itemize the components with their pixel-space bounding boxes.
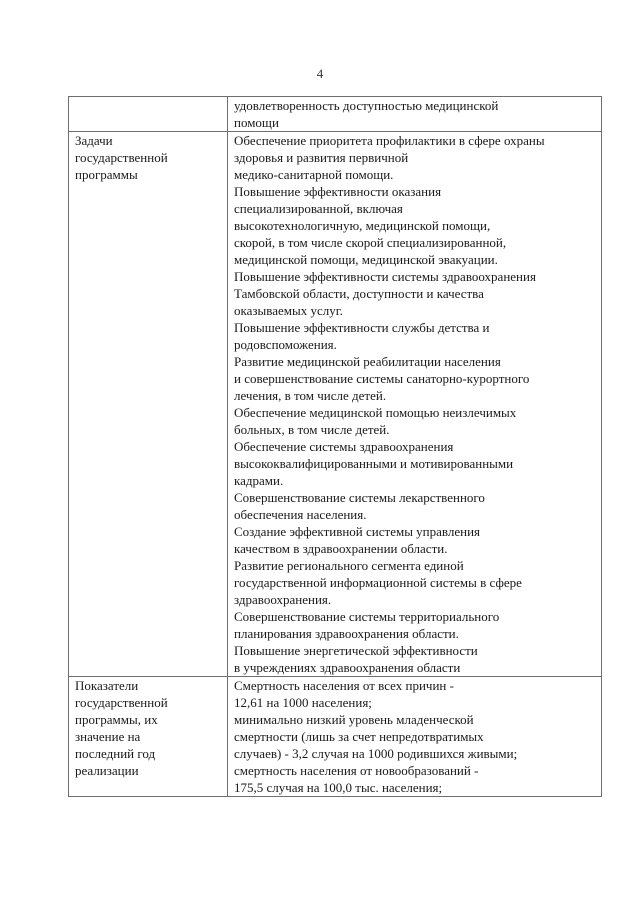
content-line: медицинской помощи, медицинской эвакуации. <box>234 252 498 267</box>
content-line: Обеспечение медицинской помощью неизлечимых <box>234 405 517 420</box>
table-row <box>69 677 602 797</box>
table-row <box>69 97 602 132</box>
content-line: Повышение энергетической эффективности <box>234 643 478 658</box>
content-line: 175,5 случая на 100,0 тыс. населения; <box>234 780 443 795</box>
content-line: Повышение эффективности оказания <box>234 184 442 199</box>
content-line: здоровья и развития первичной <box>234 150 409 165</box>
label-line: государственной <box>75 695 168 710</box>
label-line: Показатели <box>75 678 139 693</box>
row-label-cell <box>69 97 228 132</box>
content-line: лечения, в том числе детей. <box>234 388 387 403</box>
label-line: программы <box>75 167 138 182</box>
page-number: 4 <box>316 66 324 81</box>
content-line: и совершенствование системы санаторно-курортного <box>234 371 530 386</box>
content-line: в учреждениях здравоохранения области <box>234 660 461 675</box>
content-line: Совершенствование системы лекарственного <box>234 490 485 505</box>
program-passport-table <box>68 96 602 797</box>
content-line: Повышение эффективности системы здравоохранения <box>234 269 536 284</box>
table-row <box>69 132 602 677</box>
content-line: обеспечения населения. <box>234 507 367 522</box>
content-line: смертности (лишь за счет непредотвратимых <box>234 729 484 744</box>
content-line: 12,61 на 1000 населения; <box>234 695 372 710</box>
content-line: планирования здравоохранения области. <box>234 626 459 641</box>
content-line: высококвалифицированными и мотивированными <box>234 456 514 471</box>
row-content-cell <box>228 677 602 797</box>
content-line: Обеспечение системы здравоохранения <box>234 439 454 454</box>
content-line: Развитие медицинской реабилитации населения <box>234 354 501 369</box>
content-line: Тамбовской области, доступности и качества <box>234 286 484 301</box>
content-line: больных, в том числе детей. <box>234 422 390 437</box>
content-line: государственной информационной системы в сфере <box>234 575 522 590</box>
label-line: государственной <box>75 150 168 165</box>
label-line: последний год <box>75 746 156 761</box>
content-line: Совершенствование системы территориального <box>234 609 500 624</box>
label-line: реализации <box>75 763 139 778</box>
content-line: случаев) - 3,2 случая на 1000 родившихся живыми; <box>234 746 518 761</box>
content-line: медико-санитарной помощи. <box>234 167 394 182</box>
content-line: оказываемых услуг. <box>234 303 343 318</box>
row-content-cell <box>228 132 602 677</box>
content-line: Обеспечение приоритета профилактики в сфере охраны <box>234 133 545 148</box>
content-line: смертность населения от новообразований - <box>234 763 479 778</box>
label-line: значение на <box>75 729 141 744</box>
row-label-cell <box>69 132 228 677</box>
content-line: кадрами. <box>234 473 284 488</box>
content-line: минимально низкий уровень младенческой <box>234 712 474 727</box>
row-content-cell <box>228 97 602 132</box>
table-body <box>69 97 602 797</box>
content-line: помощи <box>234 115 279 130</box>
content-line: здравоохранения. <box>234 592 332 607</box>
content-line: Создание эффективной системы управления <box>234 524 481 539</box>
content-line: Повышение эффективности службы детства и <box>234 320 490 335</box>
content-line: качеством в здравоохранении области. <box>234 541 448 556</box>
content-line: родовспоможения. <box>234 337 337 352</box>
content-line: скорой, в том числе скорой специализированной, <box>234 235 507 250</box>
content-line: специализированной, включая <box>234 201 403 216</box>
row-label-cell <box>69 677 228 797</box>
label-line: Задачи <box>75 133 113 148</box>
content-line: Развитие регионального сегмента единой <box>234 558 464 573</box>
content-line: удовлетворенность доступностью медицинской <box>234 98 499 113</box>
label-line: программы, их <box>75 712 158 727</box>
content-line: Смертность населения от всех причин - <box>234 678 454 693</box>
content-line: высокотехнологичную, медицинской помощи, <box>234 218 491 233</box>
